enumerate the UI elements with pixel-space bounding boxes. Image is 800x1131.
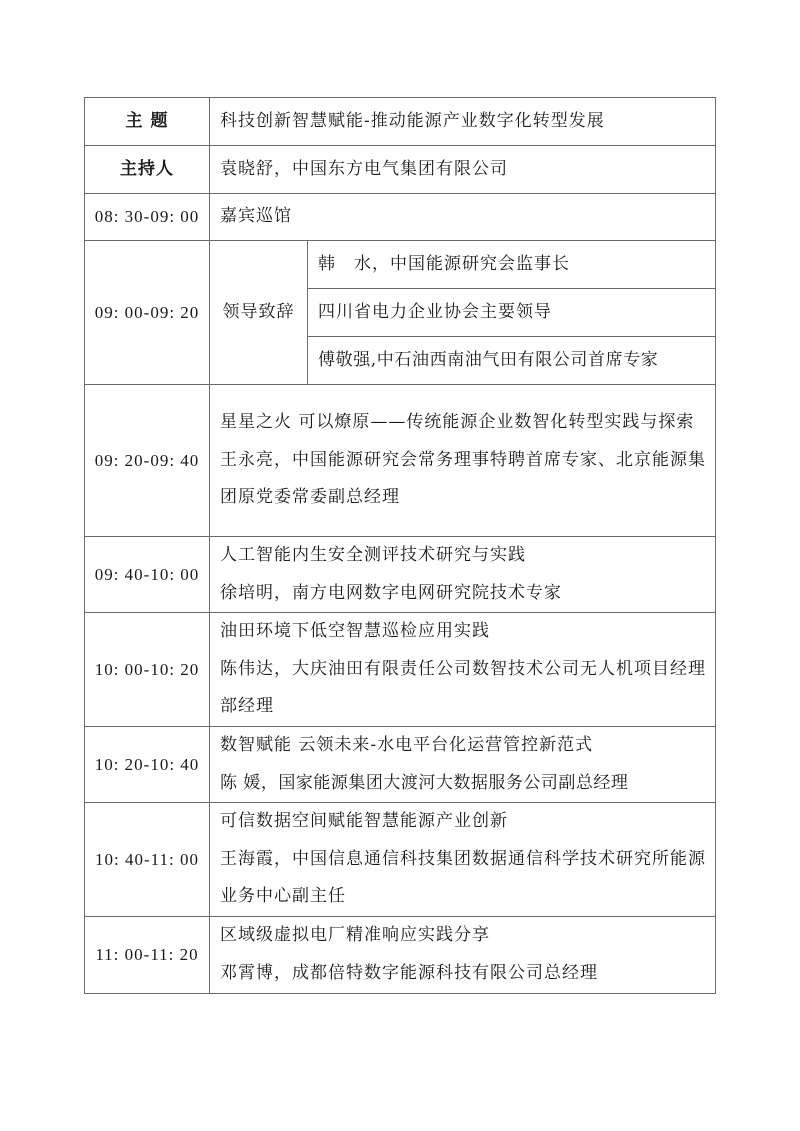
session-title: 嘉宾巡馆 — [210, 194, 716, 241]
host-label: 主持人 — [85, 146, 210, 194]
speaker-item: 傅敬强,中石油西南油气田有限公司首席专家 — [308, 337, 716, 385]
time-cell: 09: 00-09: 20 — [85, 241, 210, 385]
session-content — [210, 916, 716, 993]
speaker-item: 韩 水，中国能源研究会监事长 — [308, 241, 716, 289]
session-title: 可信数据空间赋能智慧能源产业创新 — [220, 811, 508, 832]
session-content — [210, 537, 716, 613]
schedule-row — [85, 613, 716, 727]
agenda-table — [84, 97, 716, 994]
session-speaker: 邓霄博，成都倍特数字能源科技有限公司总经理 — [220, 962, 598, 983]
schedule-row — [85, 726, 716, 802]
time-cell: 10: 00-10: 20 — [85, 613, 210, 727]
schedule-row — [85, 537, 716, 613]
schedule-row — [85, 916, 716, 993]
session-title: 油田环境下低空智慧巡检应用实践 — [220, 621, 490, 642]
session-title: 区域级虚拟电厂精准响应实践分享 — [220, 925, 490, 946]
schedule-row — [85, 241, 716, 289]
time-cell: 10: 20-10: 40 — [85, 726, 210, 802]
speaker-item: 四川省电力企业协会主要领导 — [308, 289, 716, 337]
session-title: 星星之火 可以燎原——传统能源企业数智化转型实践与探索 — [220, 412, 695, 433]
session-category: 领导致辞 — [210, 241, 308, 385]
theme-value: 科技创新智慧赋能-推动能源产业数字化转型发展 — [210, 98, 716, 146]
session-content — [210, 803, 716, 917]
session-speaker: 陈伟达，大庆油田有限责任公司数智技术公司无人机项目经理部经理 — [220, 658, 706, 717]
schedule-row — [85, 385, 716, 537]
theme-row — [85, 98, 716, 146]
time-cell: 09: 20-09: 40 — [85, 385, 210, 537]
session-speaker: 陈 媛，国家能源集团大渡河大数据服务公司副总经理 — [220, 772, 629, 793]
session-title: 数智赋能 云领未来-水电平台化运营管控新范式 — [220, 734, 594, 755]
session-content — [210, 726, 716, 802]
time-cell: 11: 00-11: 20 — [85, 916, 210, 993]
time-cell: 10: 40-11: 00 — [85, 803, 210, 917]
schedule-row — [85, 803, 716, 917]
time-cell: 09: 40-10: 00 — [85, 537, 210, 613]
session-speaker: 王永亮，中国能源研究会常务理事特聘首席专家、北京能源集团原党委常委副总经理 — [220, 449, 706, 508]
session-content — [210, 613, 716, 727]
schedule-row — [85, 194, 716, 241]
session-speaker: 徐培明，南方电网数字电网研究院技术专家 — [220, 582, 562, 603]
host-row — [85, 146, 716, 194]
host-value: 袁晓舒，中国东方电气集团有限公司 — [210, 146, 716, 194]
session-title: 人工智能内生安全测评技术研究与实践 — [220, 545, 526, 565]
session-speaker: 王海霞，中国信息通信科技集团数据通信科学技术研究所能源业务中心副主任 — [220, 848, 706, 907]
theme-label: 主 题 — [85, 98, 210, 146]
session-content — [210, 385, 716, 537]
time-cell: 08: 30-09: 00 — [85, 194, 210, 241]
